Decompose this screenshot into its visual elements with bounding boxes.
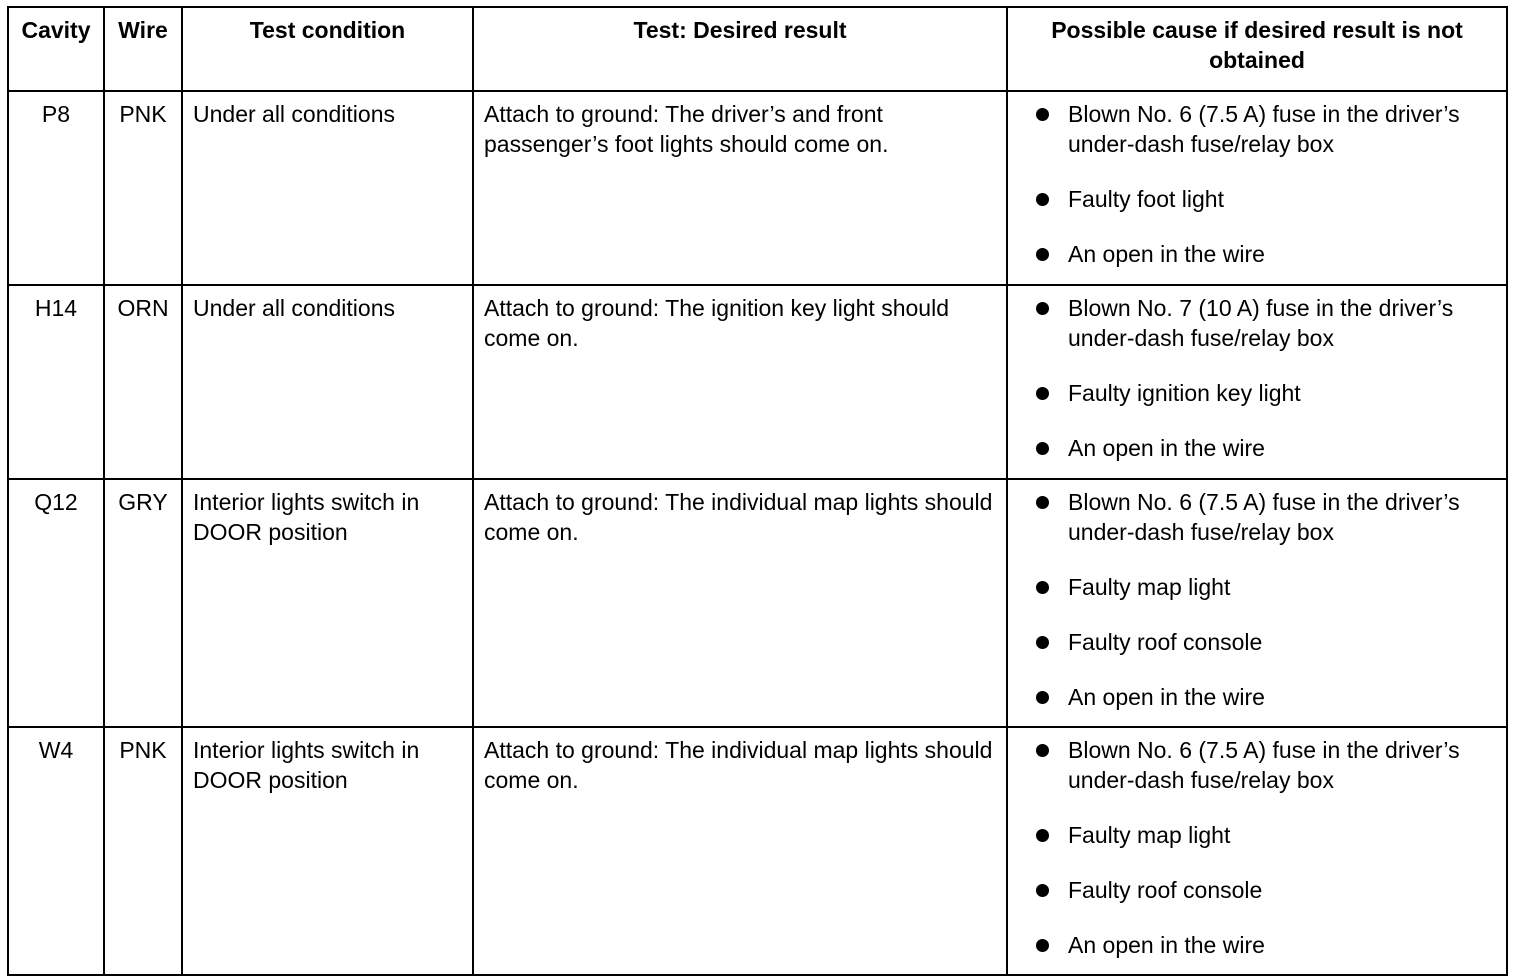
result-cell: Attach to ground: The ignition key light should come on.	[473, 285, 1007, 479]
bullet-icon	[1036, 387, 1049, 400]
cause-item	[1018, 184, 1496, 214]
wire-cell: GRY	[104, 479, 182, 727]
cause-item	[1018, 682, 1496, 712]
cause-list	[1018, 293, 1496, 463]
cause-text: Blown No. 6 (7.5 A) fuse in the driver’s under-dash fuse/relay box	[1068, 101, 1460, 157]
bullet-icon	[1036, 302, 1049, 315]
cause-item	[1018, 627, 1496, 657]
cause-item	[1018, 239, 1496, 269]
cause-text: Faulty foot light	[1068, 186, 1224, 212]
bullet-icon	[1036, 248, 1049, 261]
cause-cell	[1007, 91, 1507, 285]
bullet-icon	[1036, 884, 1049, 897]
cause-item	[1018, 735, 1496, 795]
table-row	[8, 91, 1507, 285]
cavity-cell: Q12	[8, 479, 104, 727]
condition-cell: Under all conditions	[182, 285, 473, 479]
wire-cell: PNK	[104, 727, 182, 975]
cause-item	[1018, 487, 1496, 547]
condition-cell: Interior lights switch in DOOR position	[182, 727, 473, 975]
bullet-icon	[1036, 829, 1049, 842]
cause-text: Blown No. 7 (10 A) fuse in the driver’s under-dash fuse/relay box	[1068, 295, 1454, 351]
cause-text: Faulty ignition key light	[1068, 380, 1301, 406]
cause-item	[1018, 433, 1496, 463]
bullet-icon	[1036, 636, 1049, 649]
result-cell: Attach to ground: The individual map lights should come on.	[473, 479, 1007, 727]
cause-list	[1018, 99, 1496, 269]
bullet-icon	[1036, 939, 1049, 952]
bullet-icon	[1036, 744, 1049, 757]
cause-text: Blown No. 6 (7.5 A) fuse in the driver’s under-dash fuse/relay box	[1068, 737, 1460, 793]
header-row	[8, 7, 1507, 91]
cause-text: Blown No. 6 (7.5 A) fuse in the driver’s under-dash fuse/relay box	[1068, 489, 1460, 545]
condition-cell: Interior lights switch in DOOR position	[182, 479, 473, 727]
test-table-container	[7, 6, 1508, 976]
cause-item	[1018, 99, 1496, 159]
cause-text: Faulty roof console	[1068, 877, 1263, 903]
connector-test-table	[7, 6, 1508, 976]
cause-cell	[1007, 479, 1507, 727]
cause-text: An open in the wire	[1068, 932, 1265, 958]
cause-list	[1018, 487, 1496, 712]
cause-text: Faulty roof console	[1068, 629, 1263, 655]
cause-item	[1018, 293, 1496, 353]
condition-cell: Under all conditions	[182, 91, 473, 285]
cause-text: An open in the wire	[1068, 241, 1265, 267]
table-row	[8, 479, 1507, 727]
table-row	[8, 727, 1507, 975]
header-possible-cause: Possible cause if desired result is not obtained	[1007, 7, 1507, 91]
cause-text: Faulty map light	[1068, 822, 1231, 848]
bullet-icon	[1036, 193, 1049, 206]
cause-item	[1018, 378, 1496, 408]
wire-cell: ORN	[104, 285, 182, 479]
bullet-icon	[1036, 691, 1049, 704]
cause-cell	[1007, 285, 1507, 479]
cause-text: Faulty map light	[1068, 574, 1231, 600]
cause-item	[1018, 875, 1496, 905]
cause-item	[1018, 930, 1496, 960]
header-wire: Wire	[104, 7, 182, 91]
header-test-condition: Test condition	[182, 7, 473, 91]
result-cell: Attach to ground: The individual map lights should come on.	[473, 727, 1007, 975]
bullet-icon	[1036, 496, 1049, 509]
cause-item	[1018, 572, 1496, 602]
cause-list	[1018, 735, 1496, 960]
table-row	[8, 285, 1507, 479]
header-cavity: Cavity	[8, 7, 104, 91]
bullet-icon	[1036, 581, 1049, 594]
cause-item	[1018, 820, 1496, 850]
cause-cell	[1007, 727, 1507, 975]
wire-cell: PNK	[104, 91, 182, 285]
cavity-cell: W4	[8, 727, 104, 975]
bullet-icon	[1036, 108, 1049, 121]
cavity-cell: P8	[8, 91, 104, 285]
cause-text: An open in the wire	[1068, 435, 1265, 461]
cause-text: An open in the wire	[1068, 684, 1265, 710]
result-cell: Attach to ground: The driver’s and front passenger’s foot lights should come on.	[473, 91, 1007, 285]
bullet-icon	[1036, 442, 1049, 455]
header-desired-result: Test: Desired result	[473, 7, 1007, 91]
cavity-cell: H14	[8, 285, 104, 479]
